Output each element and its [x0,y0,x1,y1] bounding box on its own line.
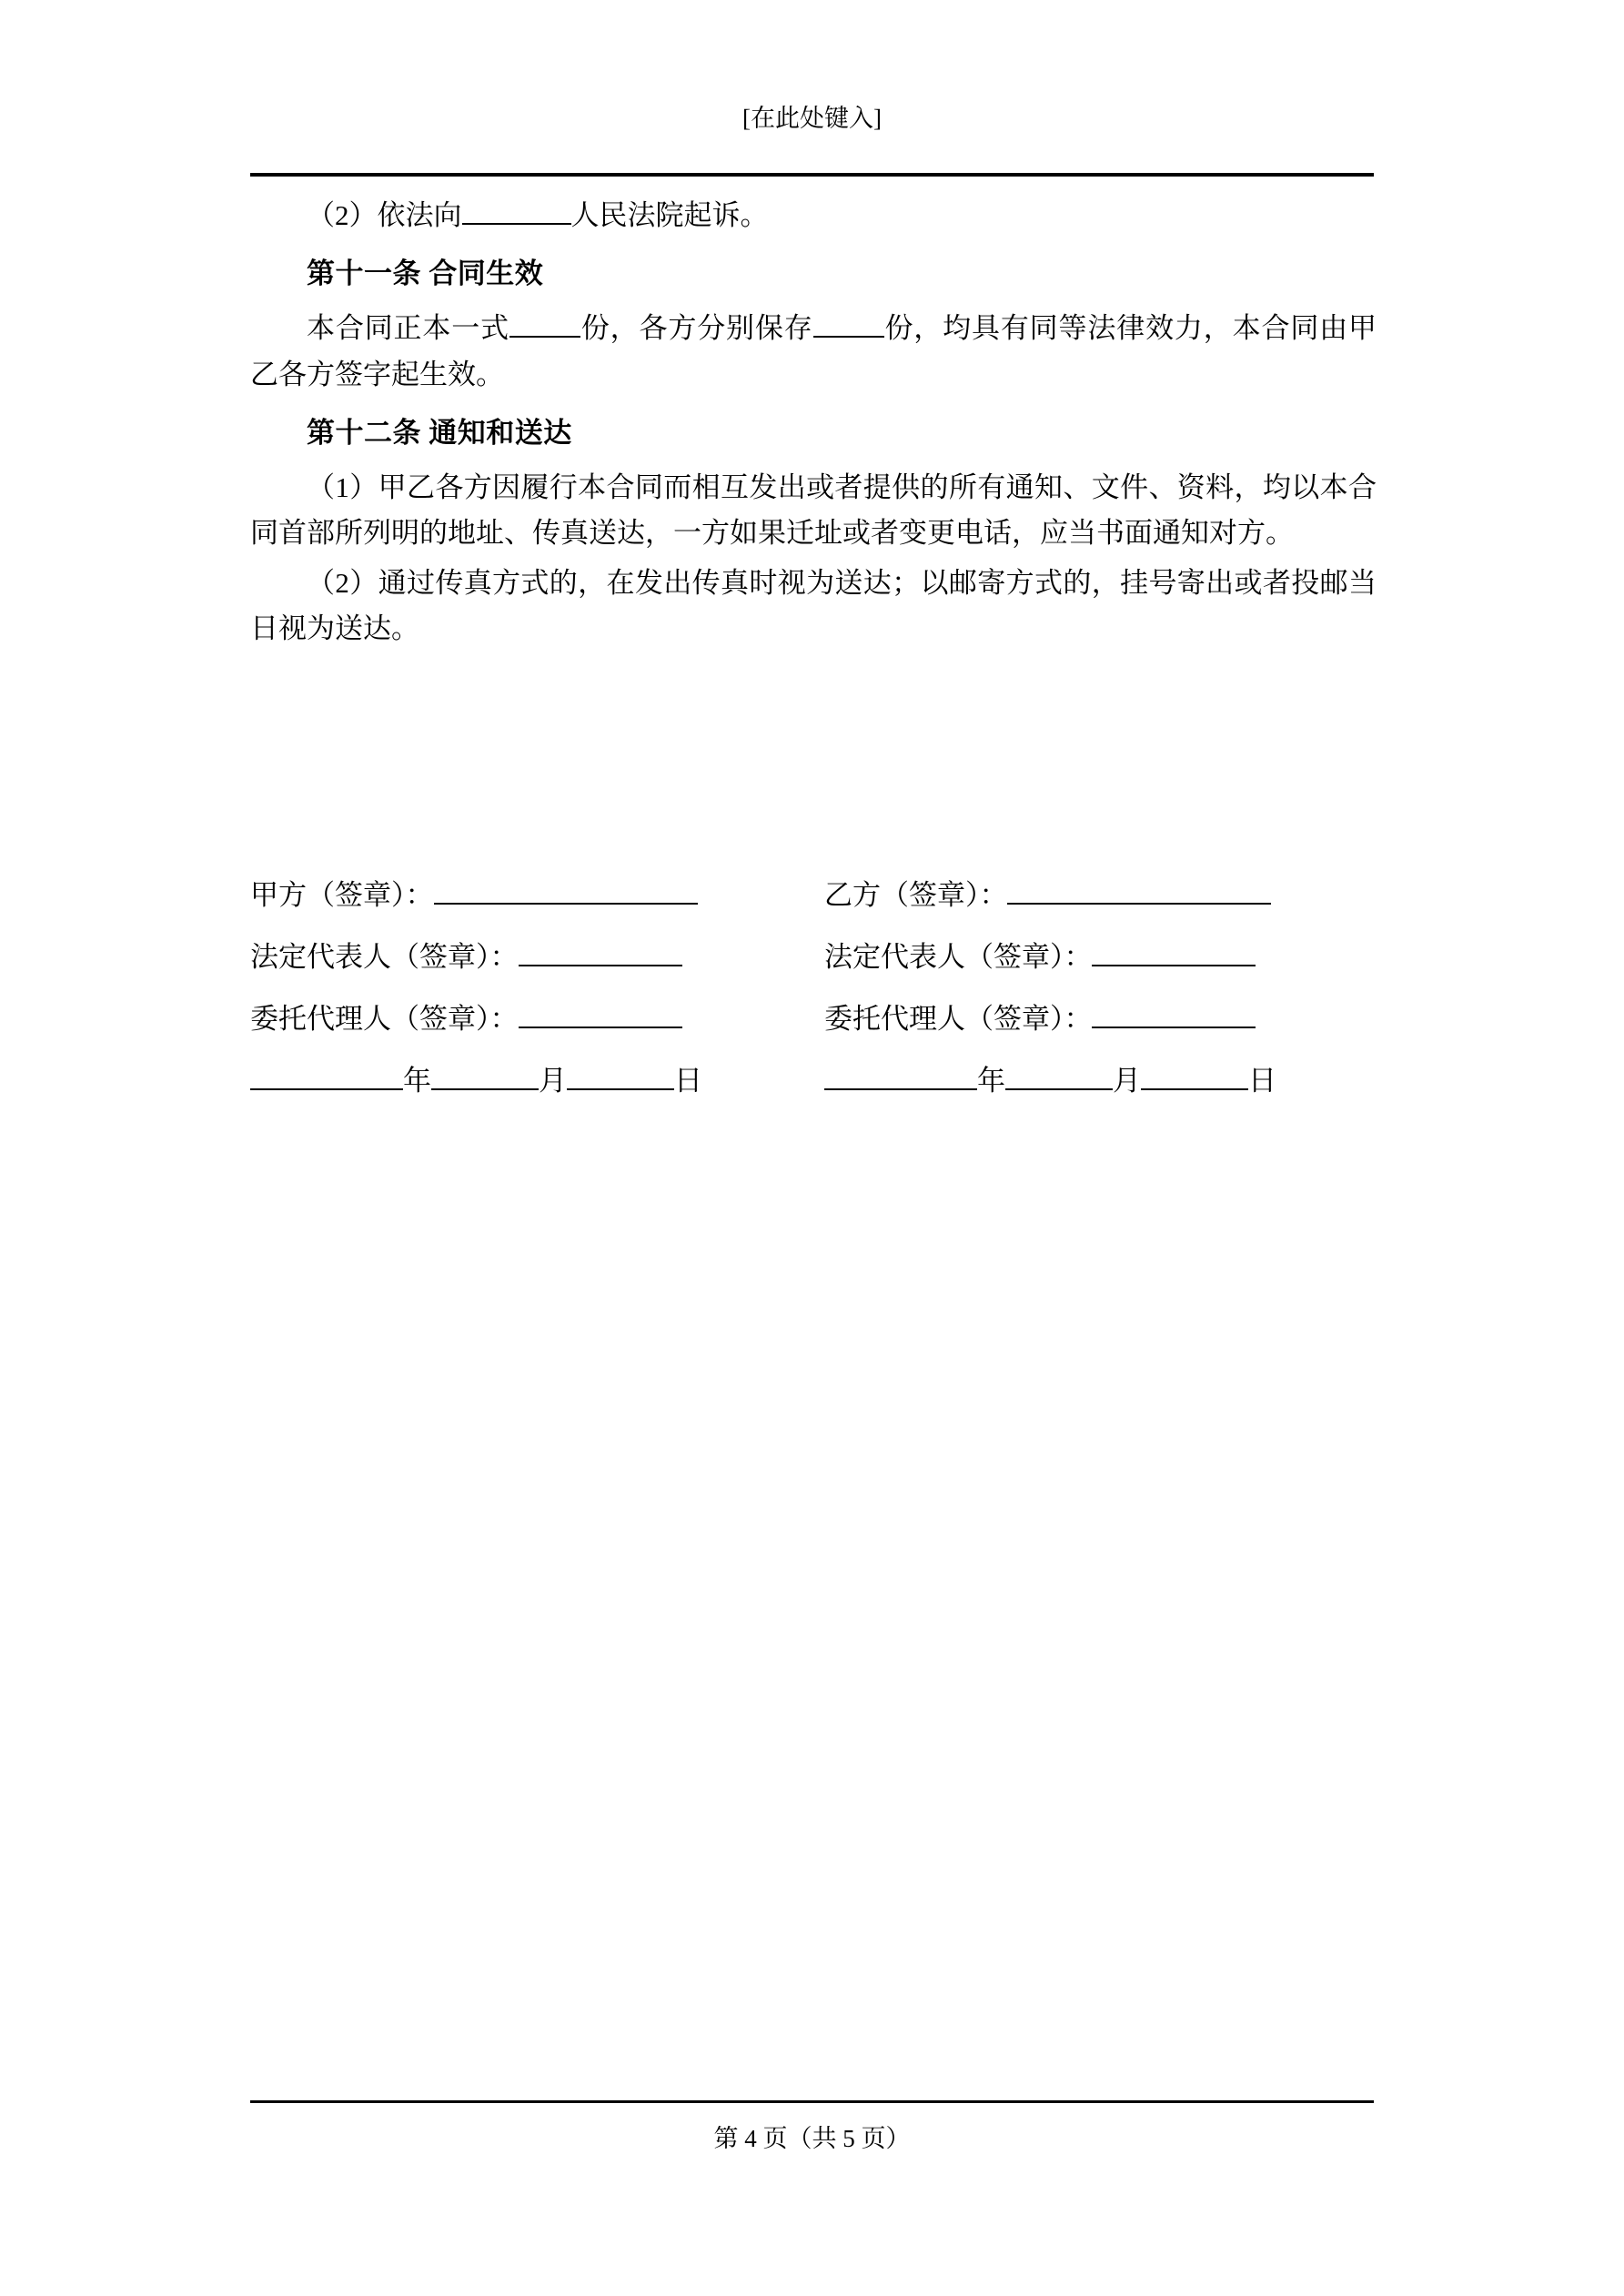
blank-court-name [462,223,571,225]
date-a-day-line[interactable] [567,1088,674,1090]
article-12-paragraph-1: （1）甲乙各方因履行本合同而相互发出或者提供的所有通知、文件、资料，均以本合同首部所列明的地址、传真送达，一方如果迁址或者变更电话，应当书面通知对方。 [250,471,1377,550]
blank-copies-total [509,336,580,338]
heading-article-12: 第十二条 通知和送达 [307,416,572,449]
blank-copies-each [813,336,884,338]
signature-row-agent [250,997,1377,1041]
signature-row-parties [250,874,1377,917]
article-11-text-b: 份，各方分别保存 [580,312,813,345]
date-b-day-line[interactable] [1141,1088,1248,1090]
signature-party-a-label: 甲方（签章）： [250,879,434,911]
page-footer: 第 4 页（共 5 页） [713,2125,911,2152]
clause-court-filing [250,193,1377,238]
page-header: [在此处键入] [742,105,882,132]
article-11-text-a: 本合同正本一式 [307,312,509,345]
agent-b-label: 委托代理人（签章）： [823,1003,1093,1036]
legal-rep-a-label: 法定代表人（签章）： [250,941,519,974]
article-11-text-c: 份，均具有同等法律效力，本合同由甲乙各方签字起生效。 [250,312,1377,390]
date-b-month-line[interactable] [1005,1088,1113,1090]
signature-party-b [813,874,1377,917]
signature-row-legal-rep [250,936,1377,979]
signature-party-b-line[interactable] [1007,903,1271,905]
date-b-month-label: 月 [1112,1065,1141,1097]
date-b-day-label: 日 [1247,1065,1276,1097]
legal-rep-b-label: 法定代表人（签章）： [823,941,1093,974]
signature-party-b-label: 乙方（签章）： [823,879,1008,911]
signature-party-a [250,874,813,917]
date-a-month-label: 月 [539,1065,567,1097]
date-b-year-label: 年 [976,1065,1005,1097]
date-a-day-label: 日 [674,1065,702,1097]
agent-b [813,997,1377,1041]
signature-party-a-line[interactable] [434,903,698,905]
legal-rep-b-line[interactable] [1092,965,1256,966]
article-11-paragraph [250,306,1377,397]
date-b [813,1059,1377,1103]
agent-a-label: 委托代理人（签章）： [250,1003,519,1036]
document-body [250,193,1377,655]
legal-rep-b [813,936,1377,979]
clause-court-filing-prefix: （2）依法向 [307,199,462,231]
date-a-month-line[interactable] [431,1088,539,1090]
footer-divider [250,2100,1374,2103]
date-a-year-line[interactable] [250,1088,403,1090]
signature-block [250,874,1377,1121]
date-a-year-label: 年 [403,1065,431,1097]
legal-rep-a [250,936,813,979]
agent-a [250,997,813,1041]
article-12-paragraph-2: （2）通过传真方式的，在发出传真时视为送达；以邮寄方式的，挂号寄出或者投邮当日视为送达。 [250,566,1377,644]
legal-rep-a-line[interactable] [519,965,682,966]
agent-a-line[interactable] [519,1027,682,1028]
heading-article-11: 第十一条 合同生效 [307,258,544,290]
date-b-year-line[interactable] [824,1088,977,1090]
date-a [250,1059,813,1103]
agent-b-line[interactable] [1092,1027,1256,1028]
signature-row-dates [250,1059,1377,1103]
clause-court-filing-suffix: 人民法院起诉。 [570,199,769,231]
header-divider [250,173,1374,177]
